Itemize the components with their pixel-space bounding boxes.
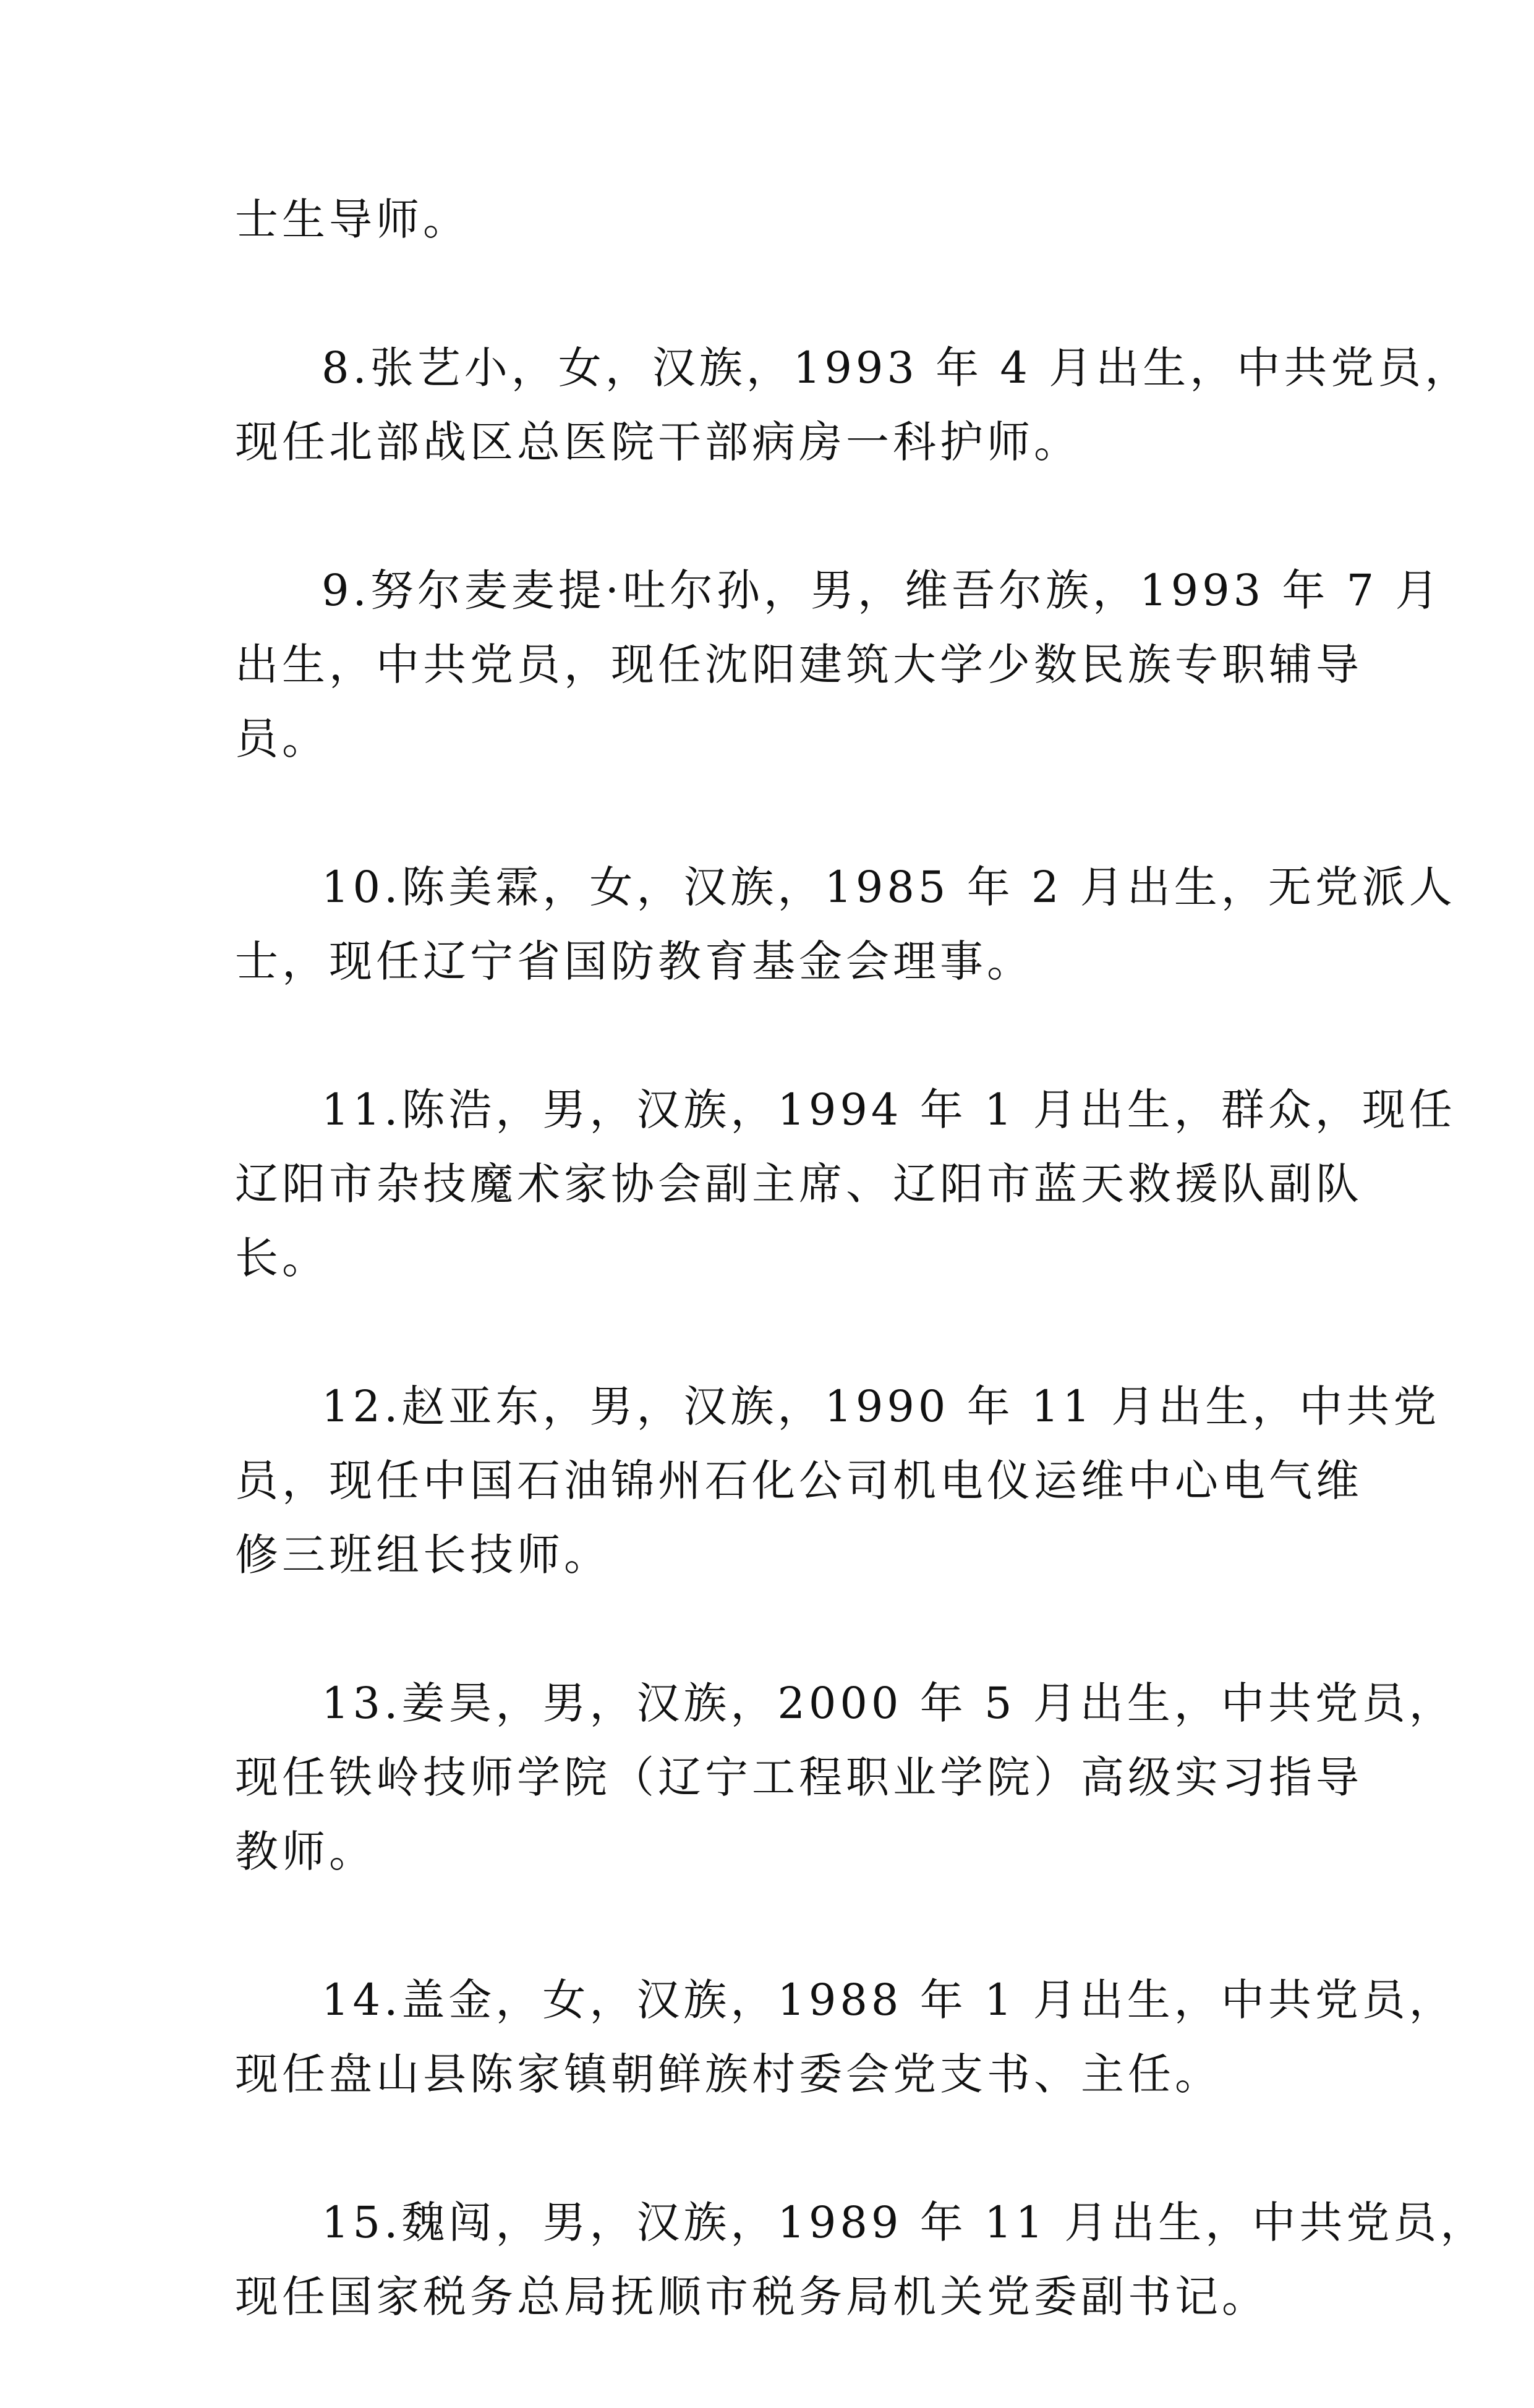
text-line: 现任国家税务总局抚顺市税务局机关党委副书记。 <box>235 2271 1269 2322</box>
paragraph-entry-11 <box>235 1073 1456 1295</box>
text-line: 10.陈美霖，女，汉族，1985 年 2 月出生，无党派人 <box>322 862 1456 913</box>
text-line: 现任盘山县陈家镇朝鲜族村委会党支书、主任。 <box>235 2049 1222 2100</box>
paragraph-continuation <box>235 182 1302 257</box>
text-line: 士生导师。 <box>235 194 470 245</box>
text-line: 士，现任辽宁省国防教育基金会理事。 <box>235 936 1034 987</box>
text-line: 12.赵亚东，男，汉族，1990 年 11 月出生，中共党 <box>322 1381 1441 1432</box>
paragraph-entry-9 <box>235 553 1442 776</box>
text-line: 长。 <box>235 1233 329 1283</box>
text-line: 11.陈浩，男，汉族，1994 年 1 月出生，群众，现任 <box>322 1084 1456 1135</box>
text-line: 出生，中共党员，现任沈阳建筑大学少数民族专职辅导 <box>235 639 1363 690</box>
paragraph-entry-13 <box>235 1666 1456 1889</box>
paragraph-entry-8 <box>235 331 1472 479</box>
text-line: 员。 <box>235 713 329 764</box>
text-line: 14.盖金，女，汉族，1988 年 1 月出生，中共党员， <box>322 1975 1456 2025</box>
text-line: 员，现任中国石油锦州石化公司机电仪运维中心电气维 <box>235 1455 1363 1506</box>
paragraph-entry-15 <box>235 2185 1488 2334</box>
paragraph-entry-10 <box>235 850 1456 998</box>
paragraph-entry-12 <box>235 1369 1441 1592</box>
text-line: 8.张艺小，女，汉族，1993 年 4 月出生，中共党员， <box>322 342 1472 393</box>
paragraph-entry-14 <box>235 1963 1456 2111</box>
text-line: 13.姜昊，男，汉族，2000 年 5 月出生，中共党员， <box>322 1678 1456 1729</box>
document-body <box>235 182 1488 2408</box>
text-line: 修三班组长技师。 <box>235 1529 611 1580</box>
text-line: 现任铁岭技师学院（辽宁工程职业学院）高级实习指导 <box>235 1752 1363 1803</box>
text-line: 9.努尔麦麦提·吐尔孙，男，维吾尔族，1993 年 7 月 <box>322 565 1442 616</box>
text-line: 辽阳市杂技魔术家协会副主席、辽阳市蓝天救援队副队 <box>235 1159 1363 1209</box>
text-line: 15.魏闯，男，汉族，1989 年 11 月出生，中共党员， <box>322 2197 1488 2248</box>
text-line: 现任北部战区总医院干部病房一科护师。 <box>235 417 1081 467</box>
text-line: 教师。 <box>235 1826 376 1877</box>
